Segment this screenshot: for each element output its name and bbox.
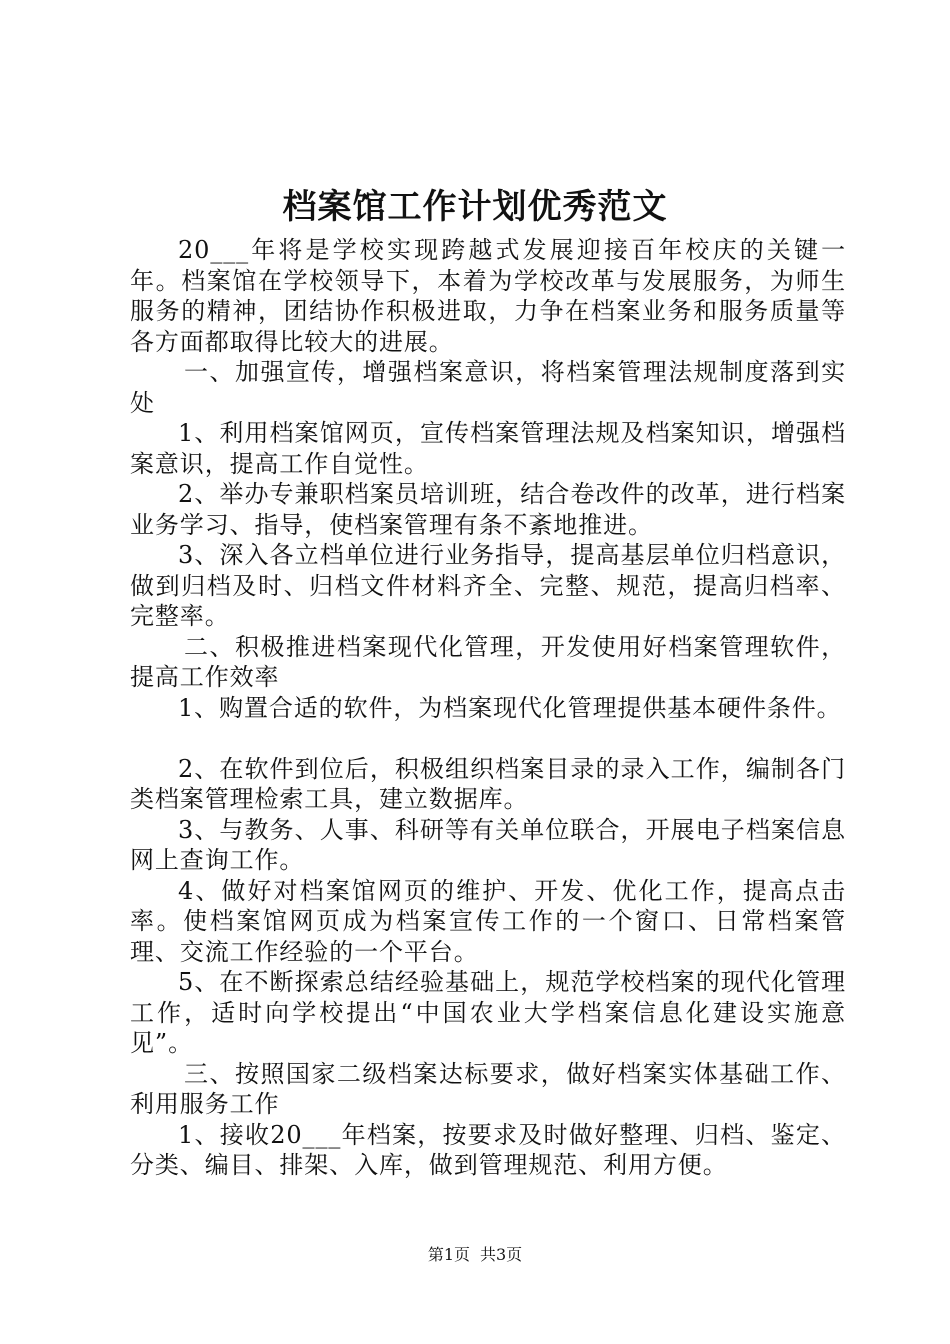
section-heading-3: 三、按照国家二级档案达标要求，做好档案实体基础工作、利用服务工作 bbox=[130, 1059, 846, 1118]
paragraph-2-3: 3、与教务、人事、科研等有关单位联合，开展电子档案信息网上查询工作。 bbox=[130, 815, 846, 874]
paragraph-2-5: 5、在不断探索总结经验基础上，规范学校档案的现代化管理工作，适时向学校提出“中国农业大学档案信息化建设实施意见”。 bbox=[130, 968, 846, 1057]
paragraph-intro: 20___年将是学校实现跨越式发展迎接百年校庆的关键一年。档案馆在学校领导下，本着为学校改革与发展服务，为师生服务的精神，团结协作积极进取，力争在档案业务和服务质量等各方面都取得比较大的进展。 bbox=[130, 236, 846, 356]
page-total: 共3页 bbox=[480, 1245, 523, 1264]
paragraph-1-2: 2、举办专兼职档案员培训班，结合卷改件的改革，进行档案业务学习、指导，使档案管理有条不紊地推进。 bbox=[130, 480, 846, 539]
section-heading-1: 一、加强宣传，增强档案意识，将档案管理法规制度落到实处 bbox=[130, 358, 846, 417]
document-title: 档案馆工作计划优秀范文 bbox=[282, 187, 668, 227]
paragraph-1-1: 1、利用档案馆网页，宣传档案管理法规及档案知识，增强档案意识，提高工作自觉性。 bbox=[130, 419, 846, 478]
page-number: 第1页 bbox=[427, 1245, 470, 1264]
document-body bbox=[130, 235, 846, 1181]
paragraph-2-4: 4、做好对档案馆网页的维护、开发、优化工作，提高点击率。使档案馆网页成为档案宣传工作的一个窗口、日常档案管理、交流工作经验的一个平台。 bbox=[130, 876, 846, 966]
paragraph-2-1: 1、购置合适的软件，为档案现代化管理提供基本硬件条件。 bbox=[178, 693, 842, 722]
page-footer bbox=[0, 1243, 950, 1267]
paragraph-3-1: 1、接收20___年档案，按要求及时做好整理、归档、鉴定、分类、编目、排架、入库，做到管理规范、利用方便。 bbox=[130, 1120, 846, 1179]
paragraph-2-2: 2、在软件到位后，积极组织档案目录的录入工作，编制各门类档案管理检索工具，建立数据库。 bbox=[130, 754, 846, 813]
section-heading-2: 二、积极推进档案现代化管理，开发使用好档案管理软件，提高工作效率 bbox=[130, 632, 846, 691]
paragraph-1-3: 3、深入各立档单位进行业务指导，提高基层单位归档意识，做到归档及时、归档文件材料齐全、完整、规范，提高归档率、完整率。 bbox=[130, 541, 846, 630]
